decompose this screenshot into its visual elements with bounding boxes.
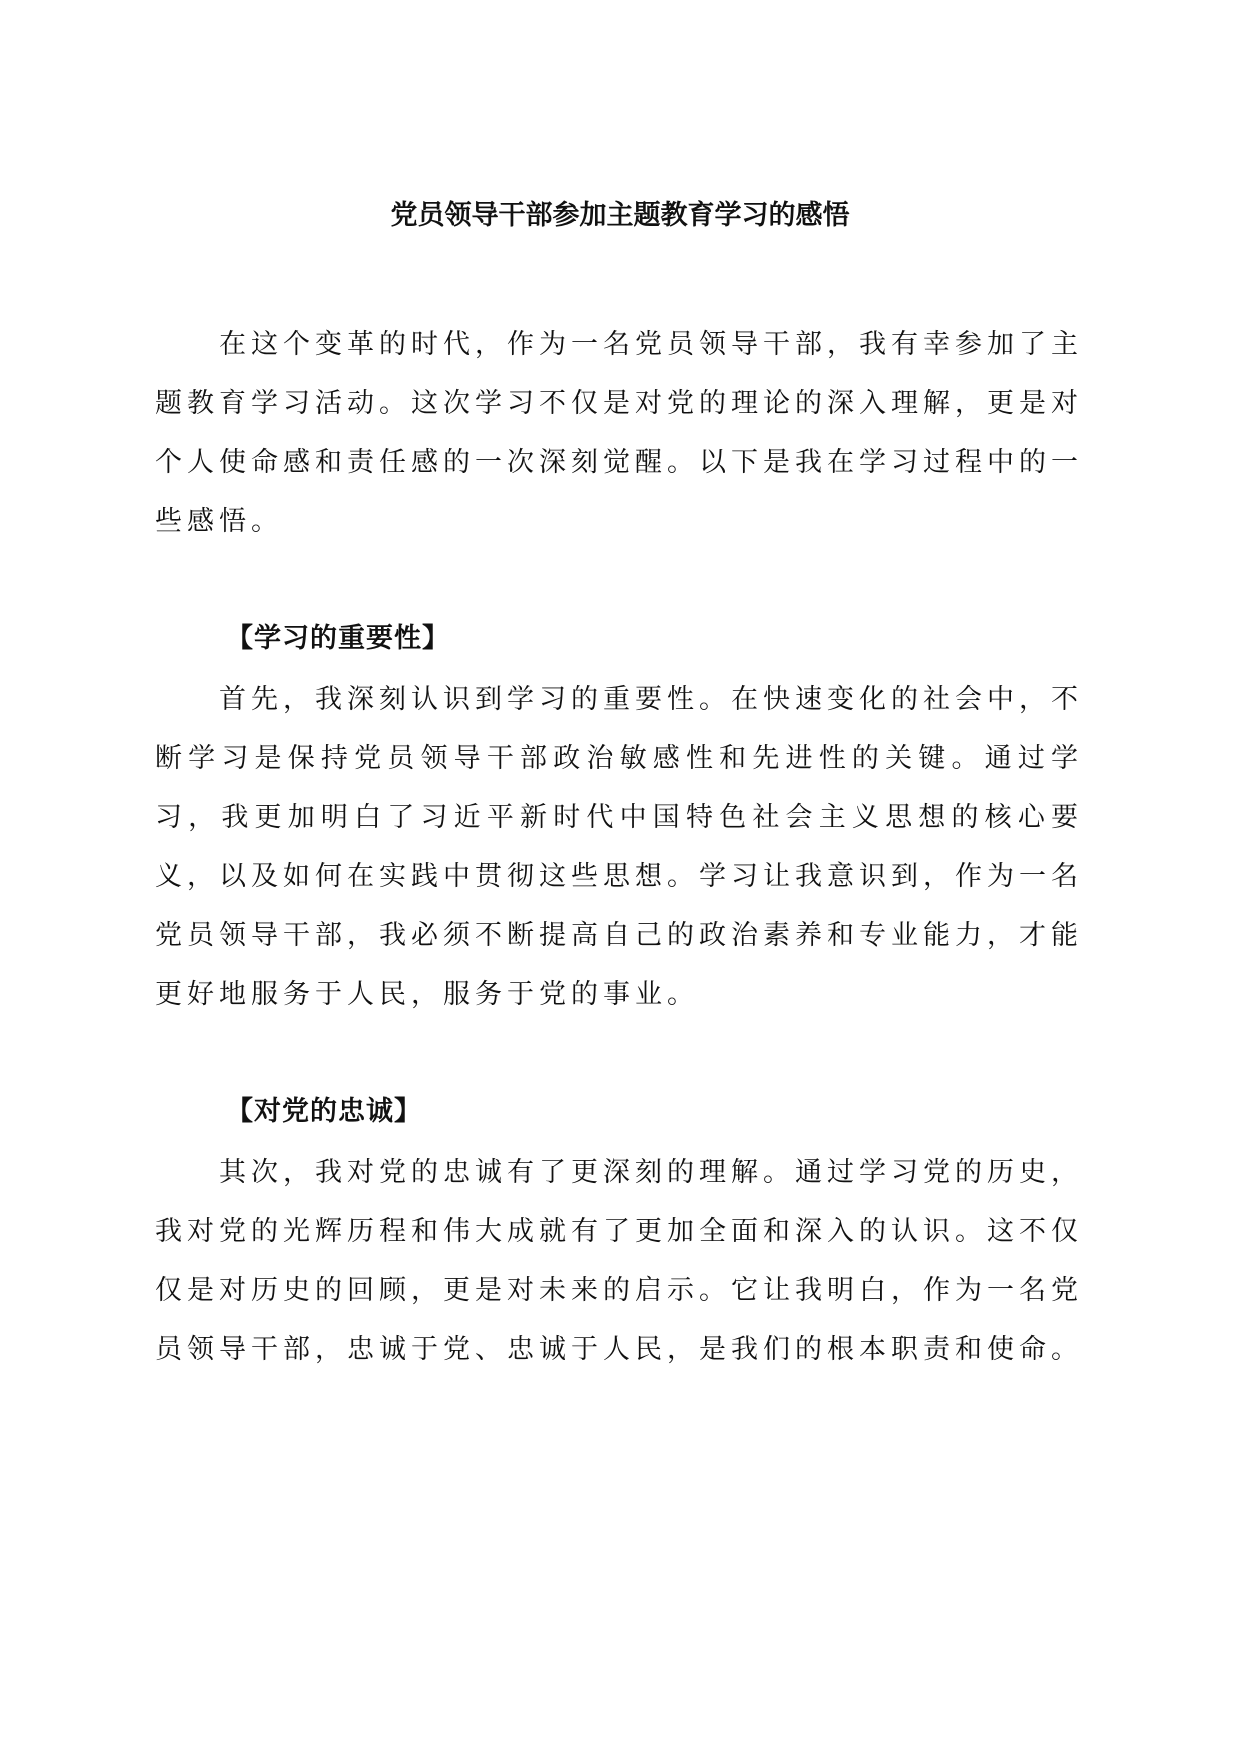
section-body-importance-of-learning: 首先，我深刻认识到学习的重要性。在快速变化的社会中，不断学习是保持党员领导干部政治敏感性和先进性的关键。通过学习，我更加明白了习近平新时代中国特色社会主义思想的核心要义，以及如何在实践中贯彻这些思想。学习让我意识到，作为一名党员领导干部，我必须不断提高自己的政治素养和专业能力，才能更好地服务于人民，服务于党的事业。 xyxy=(155,684,1083,1010)
document-title: 党员领导干部参加主题教育学习的感悟 xyxy=(390,200,850,231)
section-body-loyalty-to-party: 其次，我对党的忠诚有了更深刻的理解。通过学习党的历史，我对党的光辉历程和伟大成就有了更加全面和深入的认识。这不仅仅是对历史的回顾，更是对未来的启示。它让我明白，作为一名党员领导干部，忠诚于党、忠诚于人民，是我们的根本职责和使命。 xyxy=(155,1157,1083,1365)
intro-paragraph: 在这个变革的时代，作为一名党员领导干部，我有幸参加了主题教育学习活动。这次学习不仅是对党的理论的深入理解，更是对个人使命感和责任感的一次深刻觉醒。以下是我在学习过程中的一些感悟。 xyxy=(155,329,1083,537)
section-heading-importance-of-learning: 【学习的重要性】 xyxy=(226,623,450,654)
section-heading-loyalty-to-party: 【对党的忠诚】 xyxy=(226,1096,422,1127)
